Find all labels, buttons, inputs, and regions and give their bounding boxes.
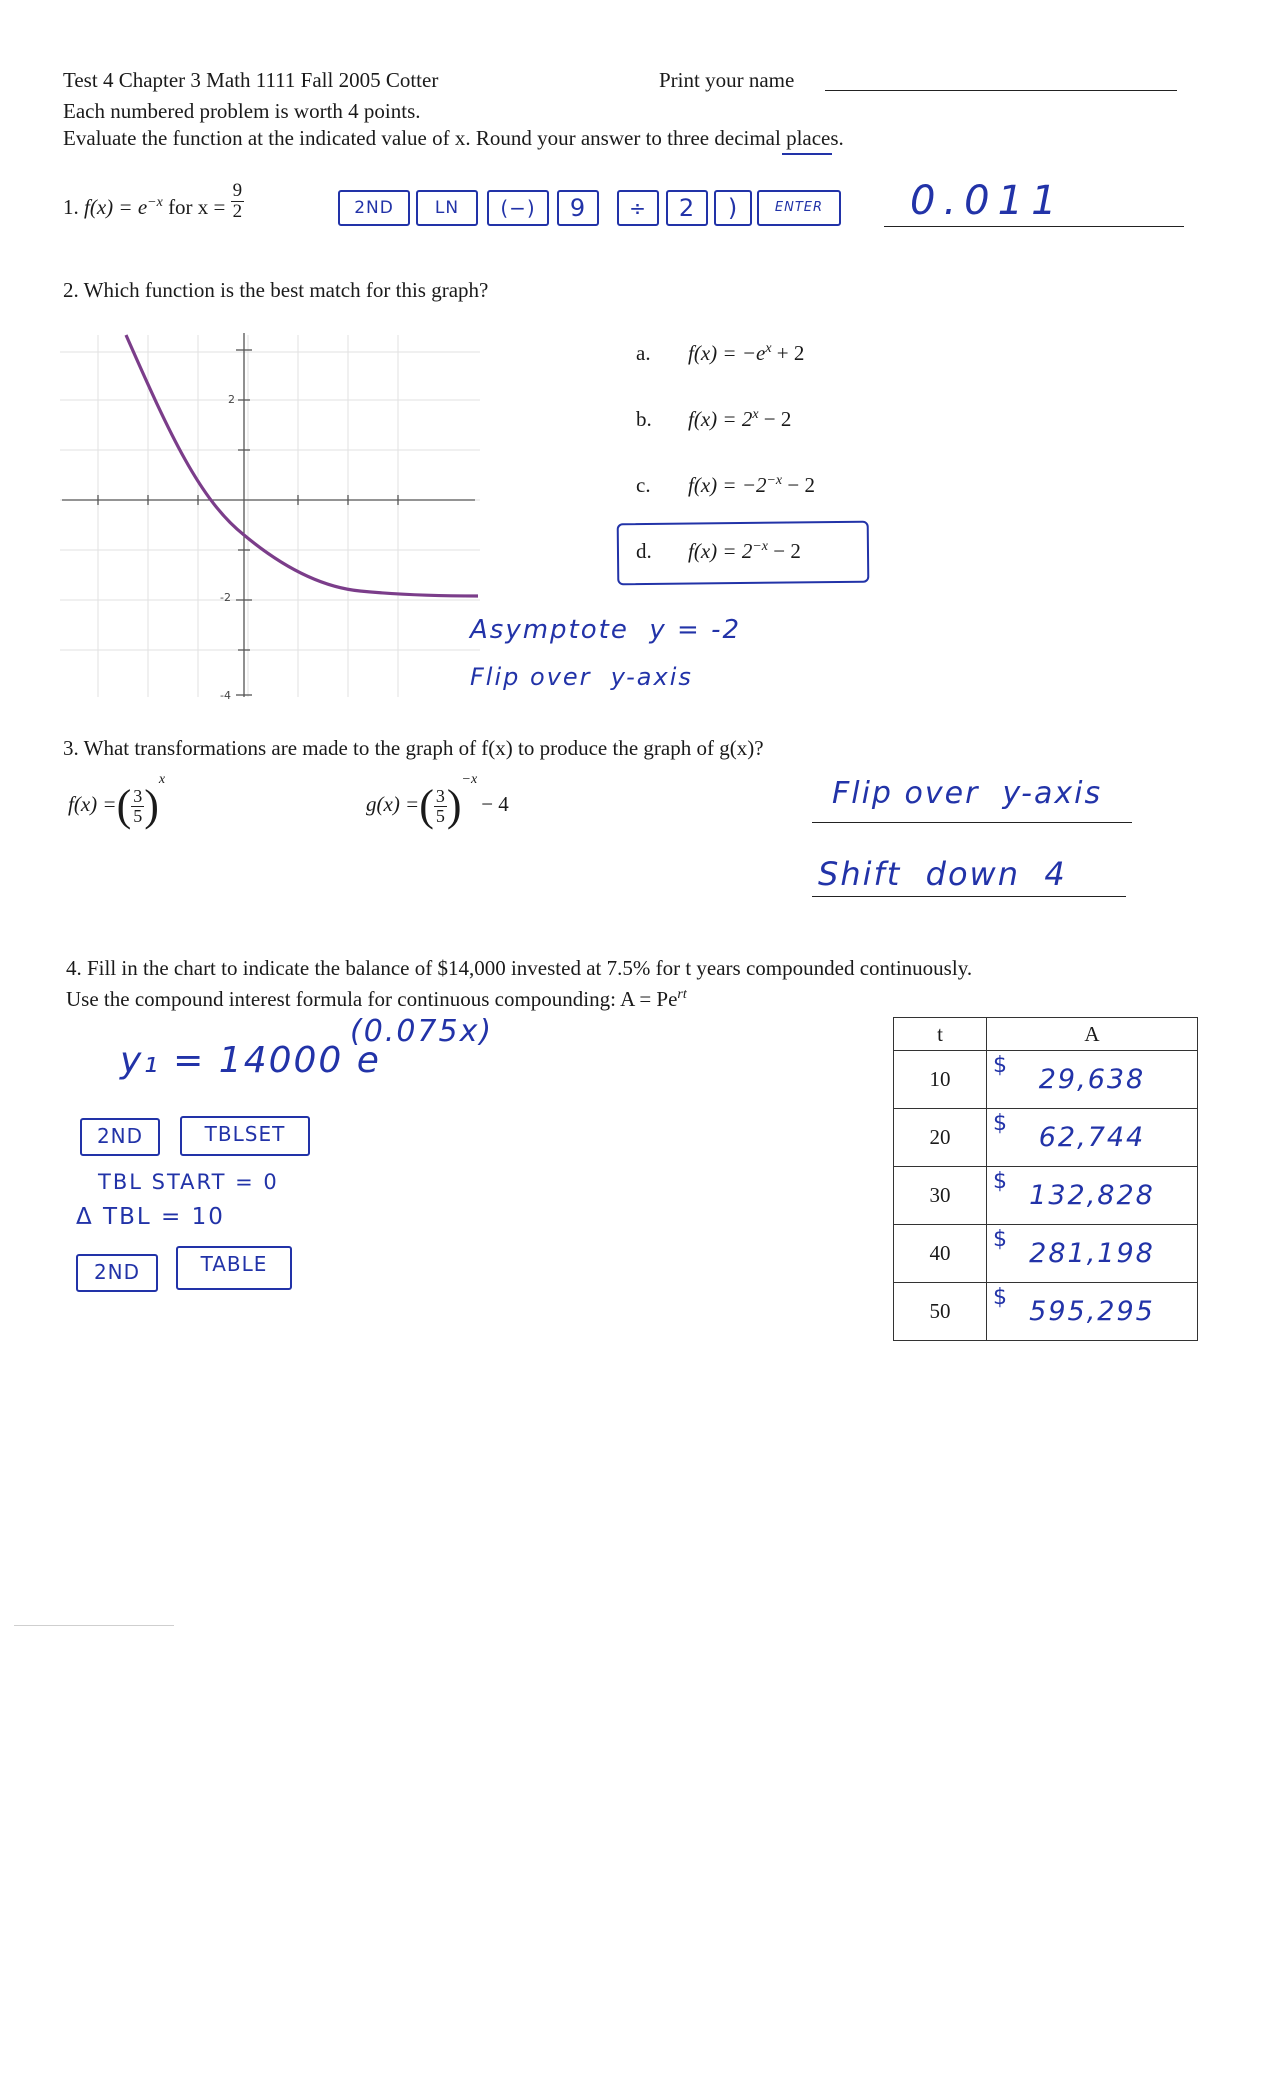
table-row: 10 $ 29,638 <box>894 1051 1198 1109</box>
problem3-answer-line-1 <box>812 822 1132 823</box>
problem1-answer: 0.011 <box>910 178 1065 224</box>
problem3-f-definition: f(x) =( $\frac{3}{5}$ )$^x$ <box>68 772 166 831</box>
table-row: 40 $ 281,198 <box>894 1225 1198 1283</box>
problem3-question: 3. What transformations are made to the graph of f(x) to produce the graph of g(x)? <box>63 736 764 760</box>
test-title: Test 4 Chapter 3 Math 1111 Fall 2005 Cotter <box>63 68 439 92</box>
graph-tick-label-2: 2 <box>228 393 235 406</box>
points-note: Each numbered problem is worth 4 points. <box>63 99 421 123</box>
problem3-answer-line-2 <box>812 896 1126 897</box>
name-field[interactable] <box>825 90 1177 91</box>
work-tbl-start: TBL START = 0 <box>98 1170 279 1194</box>
key-negative: (−) <box>487 190 549 226</box>
table-header-a: A <box>987 1018 1198 1051</box>
problem4-line2: Use the compound interest formula for continuous compounding: $A = Pe^{rt}$ <box>66 987 687 1011</box>
problem4-work-exponent: (0.075x) <box>350 1014 494 1049</box>
problem3-g-definition: g(x) =( $\frac{3}{5}$ )$^{-x}$− 4 <box>366 772 509 831</box>
problem1-function: f(x) = e <box>84 195 148 219</box>
key-ln: LN <box>416 190 478 226</box>
balance-table <box>893 1017 1198 1341</box>
problem1-number: 1. <box>63 195 79 219</box>
name-label: Print your name <box>659 68 795 92</box>
problem1-fraction: $\frac{9}{2}$ <box>232 179 243 222</box>
work-key-2nd-a: 2ND <box>80 1118 160 1156</box>
key-enter: ENTER <box>757 190 841 226</box>
table-row: 20 $ 62,744 <box>894 1109 1198 1167</box>
choice-a[interactable]: a. $f(x) = -e^x + 2$ <box>636 341 805 365</box>
graph-tick-label-neg4: -4 <box>220 689 231 702</box>
graph-curve <box>126 335 478 596</box>
instructions: Evaluate the function at the indicated value of x. Round your answer to three decimal places. <box>63 126 844 150</box>
choice-c[interactable]: c. $f(x) = -2^{-x} - 2$ <box>636 473 815 497</box>
work-key-2nd-b: 2ND <box>76 1254 158 1292</box>
table-row: 30 $ 132,828 <box>894 1167 1198 1225</box>
key-close-paren: ) <box>714 190 752 226</box>
table-header-row <box>894 1018 1198 1051</box>
graph-tick-label-neg2: -2 <box>220 591 231 604</box>
key-divide: ÷ <box>617 190 659 226</box>
problem2-note-asymptote: Asymptote y = -2 <box>470 615 741 645</box>
problem1-for: for x = <box>168 195 226 219</box>
problem4-line1: 4. Fill in the chart to indicate the balance of $14,000 invested at 7.5% for t years compounded continuously. <box>66 956 973 980</box>
problem1-statement <box>63 179 244 222</box>
work-key-table: TABLE <box>176 1246 292 1290</box>
work-delta-tbl: Δ TBL = 10 <box>76 1204 225 1230</box>
key-9: 9 <box>557 190 599 226</box>
work-key-tblset: TBLSET <box>180 1116 310 1156</box>
problem4-work-equation: y₁ = 14000 e <box>120 1040 381 1081</box>
problem2-note-flip: Flip over y-axis <box>470 663 693 691</box>
problem3-answer-shift: Shift down 4 <box>818 855 1067 893</box>
key-2nd: 2ND <box>338 190 410 226</box>
table-header-t: t <box>894 1018 987 1051</box>
problem3-answer-flip: Flip over y-axis <box>832 776 1103 811</box>
page-rule <box>14 1625 174 1626</box>
choice-d[interactable]: d. $f(x) = 2^{-x} - 2$ <box>636 539 801 563</box>
three-underline <box>782 153 832 155</box>
problem1-exponent: −x <box>147 195 163 210</box>
key-2: 2 <box>666 190 708 226</box>
table-row: 50 $ 595,295 <box>894 1283 1198 1341</box>
problem2-question: 2. Which function is the best match for this graph? <box>63 278 489 302</box>
problem1-answer-line <box>884 226 1184 227</box>
choice-b[interactable]: b. $f(x) = 2^x - 2$ <box>636 407 792 431</box>
problem2-graph <box>60 325 490 705</box>
